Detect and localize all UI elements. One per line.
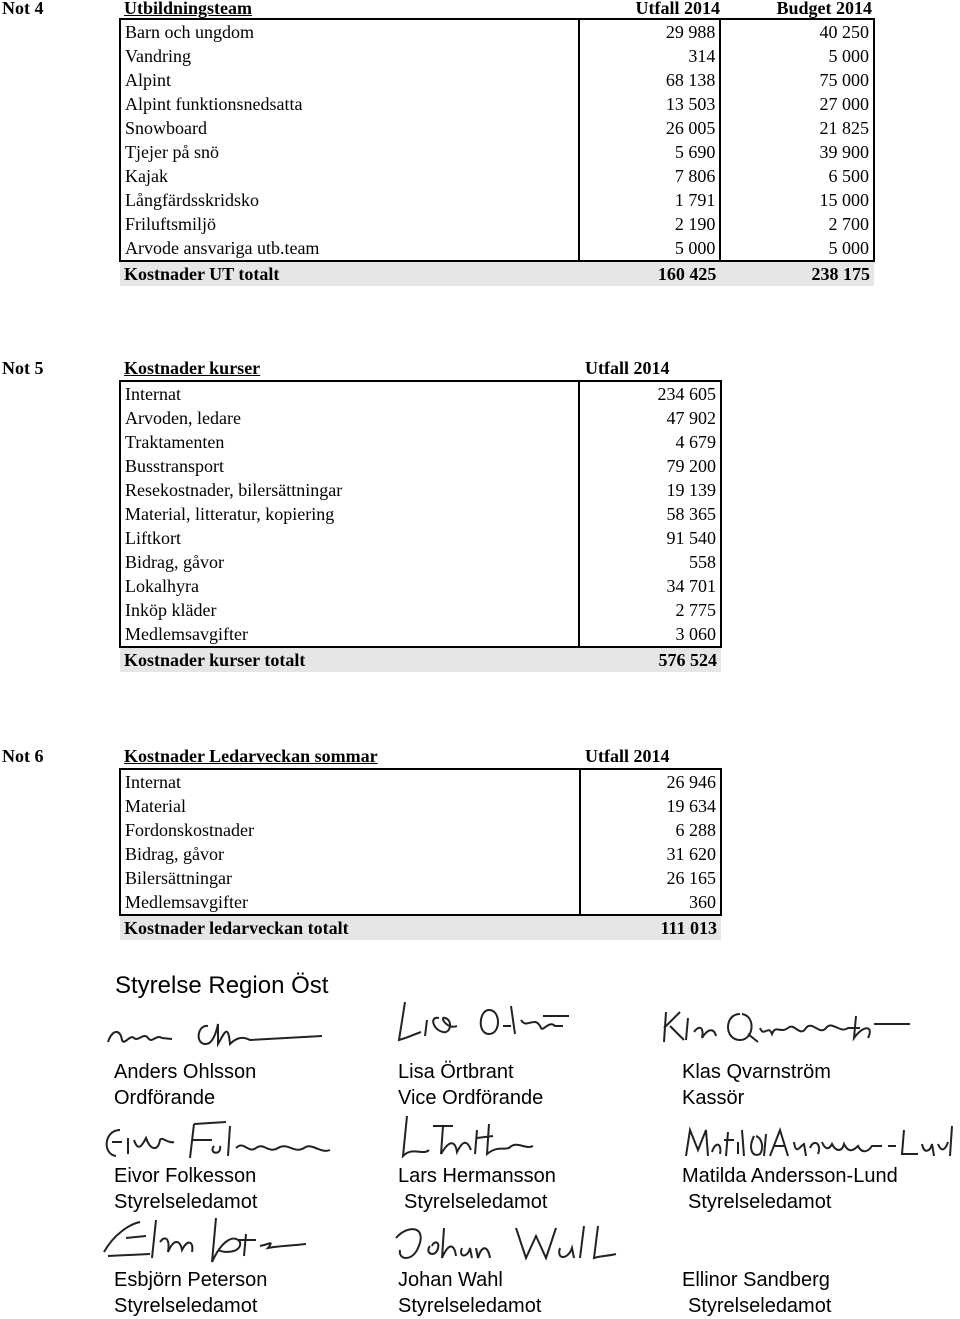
row-utfall: 29 988 [579, 19, 721, 44]
note-6-col-utfall: Utfall 2014 [585, 746, 670, 766]
row-label: Vandring [120, 44, 579, 68]
note-4-col-budget: Budget 2014 [776, 0, 872, 18]
signature-johan-wahl [388, 1218, 623, 1268]
board-member-role: Ordförande [114, 1087, 216, 1109]
table-row [120, 890, 721, 915]
board-member-role: Styrelseledamot [114, 1295, 258, 1317]
table-row [120, 430, 721, 454]
board-member-role: Styrelseledamot [688, 1191, 832, 1213]
table-row [120, 598, 721, 622]
row-budget: 2 700 [720, 212, 874, 236]
note-5-label: Not 5 [2, 358, 44, 378]
table-row [120, 188, 874, 212]
table-row [120, 574, 721, 598]
board-member-role: Vice Ordförande [398, 1087, 544, 1109]
board-member-6 [682, 1163, 898, 1215]
table-row [120, 550, 721, 574]
row-label: Friluftsmiljö [120, 212, 579, 236]
row-utfall: 2 775 [579, 598, 721, 622]
total-utfall: 160 425 [579, 261, 721, 286]
table-row [120, 502, 721, 526]
row-budget: 5 000 [720, 44, 874, 68]
table-row [120, 842, 721, 866]
note-4-heading: Utbildningsteam [124, 0, 253, 18]
table-row [120, 381, 721, 406]
row-utfall: 19 139 [579, 478, 721, 502]
board-member-2 [398, 1059, 543, 1111]
board-member-name: Ellinor Sandberg [682, 1269, 830, 1291]
total-utfall: 576 524 [579, 647, 721, 672]
row-budget: 21 825 [720, 116, 874, 140]
row-budget: 6 500 [720, 164, 874, 188]
row-utfall: 2 190 [579, 212, 721, 236]
signature-lars-hermansson [393, 1110, 573, 1165]
board-member-9 [682, 1267, 831, 1319]
board-member-name: Anders Ohlsson [114, 1061, 257, 1083]
row-utfall: 26 005 [579, 116, 721, 140]
table-row [120, 794, 721, 818]
board-member-role: Styrelseledamot [398, 1295, 542, 1317]
row-label: Snowboard [120, 116, 579, 140]
row-utfall: 3 060 [579, 622, 721, 647]
note-4-table [119, 18, 875, 286]
board-member-name: Matilda Andersson-Lund [682, 1165, 898, 1187]
note-6-label: Not 6 [2, 746, 44, 766]
table-row [120, 526, 721, 550]
row-utfall: 234 605 [579, 381, 721, 406]
board-member-name: Eivor Folkesson [114, 1165, 257, 1187]
board-member-7 [114, 1267, 267, 1319]
row-label: Internat [120, 381, 579, 406]
table-row [120, 44, 874, 68]
signature-esbjorn-peterson [100, 1212, 310, 1267]
signature-lisa-ortbrant [393, 996, 573, 1051]
table-row [120, 818, 721, 842]
note-5-heading: Kostnader kurser [124, 358, 261, 378]
note-5-table [119, 380, 722, 672]
board-member-role: Styrelseledamot [114, 1191, 258, 1213]
total-utfall: 111 013 [580, 915, 722, 940]
row-label: Busstransport [120, 454, 579, 478]
board-member-name: Johan Wahl [398, 1269, 503, 1291]
board-member-role: Kassör [682, 1087, 745, 1109]
row-label: Tjejer på snö [120, 140, 579, 164]
board-member-name: Esbjörn Peterson [114, 1269, 268, 1291]
table-row [120, 19, 874, 44]
row-label: Alpint funktionsnedsatta [120, 92, 579, 116]
row-label: Material [120, 794, 580, 818]
row-utfall: 7 806 [579, 164, 721, 188]
table-row [120, 406, 721, 430]
row-utfall: 5 690 [579, 140, 721, 164]
note-4-label: Not 4 [2, 0, 44, 18]
signature-matilda-andersson-lund [682, 1118, 957, 1166]
row-utfall: 68 138 [579, 68, 721, 92]
row-label: Alpint [120, 68, 579, 92]
row-label: Material, litteratur, kopiering [120, 502, 579, 526]
row-budget: 39 900 [720, 140, 874, 164]
row-utfall: 47 902 [579, 406, 721, 430]
row-label: Fordonskostnader [120, 818, 580, 842]
row-label: Kajak [120, 164, 579, 188]
board-member-role: Styrelseledamot [688, 1295, 832, 1317]
row-label: Medlemsavgifter [120, 890, 580, 915]
board-member-name: Lisa Örtbrant [398, 1061, 514, 1083]
row-budget: 5 000 [720, 236, 874, 261]
table-row [120, 92, 874, 116]
signature-eivor-folkesson [98, 1114, 343, 1164]
row-label: Liftkort [120, 526, 579, 550]
table-row [120, 212, 874, 236]
row-label: Medlemsavgifter [120, 622, 579, 647]
row-label: Traktamenten [120, 430, 579, 454]
board-member-1 [114, 1059, 256, 1111]
row-utfall: 558 [579, 550, 721, 574]
board-title: Styrelse Region Öst [115, 972, 329, 999]
row-budget: 27 000 [720, 92, 874, 116]
board-member-4 [114, 1163, 257, 1215]
row-utfall: 19 634 [580, 794, 722, 818]
row-utfall: 1 791 [579, 188, 721, 212]
note-5-col-utfall: Utfall 2014 [585, 358, 670, 378]
table-total-row [120, 261, 874, 286]
row-label: Bilersättningar [120, 866, 580, 890]
row-label: Internat [120, 769, 580, 794]
signature-anders-ohlsson [100, 1012, 325, 1052]
table-total-row [120, 647, 721, 672]
row-utfall: 26 165 [580, 866, 722, 890]
row-utfall: 314 [579, 44, 721, 68]
row-utfall: 13 503 [579, 92, 721, 116]
row-label: Resekostnader, bilersättningar [120, 478, 579, 502]
row-utfall: 58 365 [579, 502, 721, 526]
table-row [120, 454, 721, 478]
total-label: Kostnader kurser totalt [120, 647, 579, 672]
row-utfall: 4 679 [579, 430, 721, 454]
table-row [120, 68, 874, 92]
row-label: Arvode ansvariga utb.team [120, 236, 579, 261]
table-row [120, 866, 721, 890]
total-label: Kostnader ledarveckan totalt [120, 915, 580, 940]
note-6-table [119, 768, 722, 940]
total-label: Kostnader UT totalt [120, 261, 579, 286]
row-utfall: 26 946 [580, 769, 722, 794]
row-utfall: 91 540 [579, 526, 721, 550]
row-utfall: 5 000 [579, 236, 721, 261]
row-utfall: 31 620 [580, 842, 722, 866]
table-row [120, 478, 721, 502]
row-utfall: 360 [580, 890, 722, 915]
row-label: Bidrag, gåvor [120, 842, 580, 866]
board-member-name: Lars Hermansson [398, 1165, 556, 1187]
row-utfall: 34 701 [579, 574, 721, 598]
table-row [120, 116, 874, 140]
note-4-col-utfall: Utfall 2014 [635, 0, 720, 18]
table-row [120, 769, 721, 794]
table-row [120, 140, 874, 164]
board-member-role: Styrelseledamot [404, 1191, 548, 1213]
signature-klas-qvarnstrom [660, 998, 920, 1048]
row-label: Inköp kläder [120, 598, 579, 622]
board-member-8 [398, 1267, 541, 1319]
board-member-5 [398, 1163, 556, 1215]
table-total-row [120, 915, 721, 940]
table-row [120, 622, 721, 647]
row-label: Långfärdsskridsko [120, 188, 579, 212]
board-member-3 [682, 1059, 831, 1111]
table-row [120, 236, 874, 261]
row-label: Bidrag, gåvor [120, 550, 579, 574]
row-utfall: 79 200 [579, 454, 721, 478]
table-row [120, 164, 874, 188]
row-budget: 15 000 [720, 188, 874, 212]
row-label: Lokalhyra [120, 574, 579, 598]
row-label: Arvoden, ledare [120, 406, 579, 430]
row-label: Barn och ungdom [120, 19, 579, 44]
row-utfall: 6 288 [580, 818, 722, 842]
total-budget: 238 175 [720, 261, 874, 286]
board-member-name: Klas Qvarnström [682, 1061, 831, 1083]
note-6-heading: Kostnader Ledarveckan sommar [124, 746, 378, 766]
row-budget: 40 250 [720, 19, 874, 44]
row-budget: 75 000 [720, 68, 874, 92]
